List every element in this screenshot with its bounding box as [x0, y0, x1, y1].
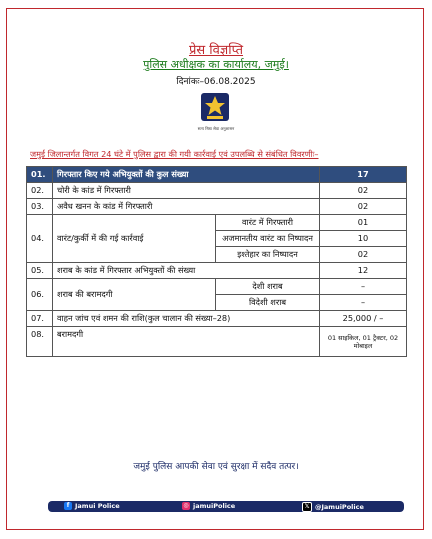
table-row: [27, 327, 407, 357]
row-value: 02: [320, 183, 407, 199]
row-number: 05.: [27, 263, 53, 279]
sub-value: 01: [320, 215, 407, 231]
footer-slogan: जमुई पुलिस आपकी सेवा एवं सुरक्षा में सदैव तत्पर।: [133, 462, 299, 472]
facebook-handle: Jamui Police: [75, 502, 120, 510]
sub-label: देशी शराब: [216, 279, 320, 295]
sub-value: 10: [320, 231, 407, 247]
sub-label: इश्तेहार का निष्पादन: [216, 247, 320, 263]
row-number: 07.: [27, 311, 53, 327]
table-row: [27, 215, 407, 231]
row-number: 03.: [27, 199, 53, 215]
row-number: 06.: [27, 279, 53, 311]
row-number: 04.: [27, 215, 53, 263]
row-label: चोरी के कांड में गिरफ्तारी: [53, 183, 320, 199]
row-number: 02.: [27, 183, 53, 199]
facebook-link[interactable]: [64, 502, 120, 510]
report-heading: जमुई जिलान्तर्गत विगत 24 घंटे में पुलिस द्वारा की गयी कार्रवाई एवं उपलब्धि से संबंधित विवरणीः–: [30, 149, 319, 159]
instagram-link[interactable]: [182, 502, 235, 510]
row-label: अवैध खनन के कांड में गिरफ्तारी: [53, 199, 320, 215]
sub-label: विदेशी शराब: [216, 295, 320, 311]
table-row: [27, 167, 407, 183]
row-value: 02: [320, 199, 407, 215]
achievement-table: [26, 166, 407, 357]
x-link[interactable]: [302, 502, 364, 512]
x-handle: @JamuiPolice: [315, 503, 364, 511]
row-label: बरामदगी: [53, 327, 320, 357]
bihar-police-emblem-icon: [200, 92, 230, 122]
row-number: 08.: [27, 327, 53, 357]
row-value: 01 साइकिल, 01 ट्रैक्टर, 02 मोबाइल: [320, 327, 407, 357]
sub-label: अजमानतीय वारंट का निष्पादन: [216, 231, 320, 247]
row-label: शराब की बरामदगी: [53, 279, 216, 311]
row-value: 12: [320, 263, 407, 279]
row-value: 25,000 / –: [320, 311, 407, 327]
table-row: [27, 311, 407, 327]
x-icon: 𝕏: [302, 502, 312, 512]
row-number: 01.: [27, 167, 53, 183]
row-label: गिरफ्तार किए गये अभियुक्तों की कुल संख्या: [53, 167, 320, 183]
row-label: शराब के कांड में गिरफ्तार अभियुक्तों की संख्या: [53, 263, 320, 279]
instagram-icon: ◎: [183, 502, 189, 509]
sub-value: –: [320, 279, 407, 295]
row-label: वाहन जांच एवं शमन की राशि(कुल चालान की संख्या–28): [53, 311, 320, 327]
row-value: 17: [320, 167, 407, 183]
press-release-title: प्रेस विज्ञप्ति: [188, 43, 244, 58]
facebook-icon: f: [64, 502, 72, 510]
sub-label: वारंट में गिरफ्तारी: [216, 215, 320, 231]
row-label: वारंट/कुर्की में की गई कार्रवाई: [53, 215, 216, 263]
table-row: [27, 279, 407, 295]
emblem-motto: सत्य निष्ठा सेवा अनुशासन: [197, 126, 235, 131]
social-media-bar: [48, 501, 404, 512]
instagram-handle: jamuiPolice: [193, 502, 236, 510]
sub-value: 02: [320, 247, 407, 263]
office-name: पुलिस अधीक्षक का कार्यालय, जमुई।: [143, 58, 289, 71]
table-row: [27, 199, 407, 215]
table-row: [27, 263, 407, 279]
sub-value: –: [320, 295, 407, 311]
release-date: दिनांकः–06.08.2025: [176, 77, 256, 87]
table-row: [27, 183, 407, 199]
